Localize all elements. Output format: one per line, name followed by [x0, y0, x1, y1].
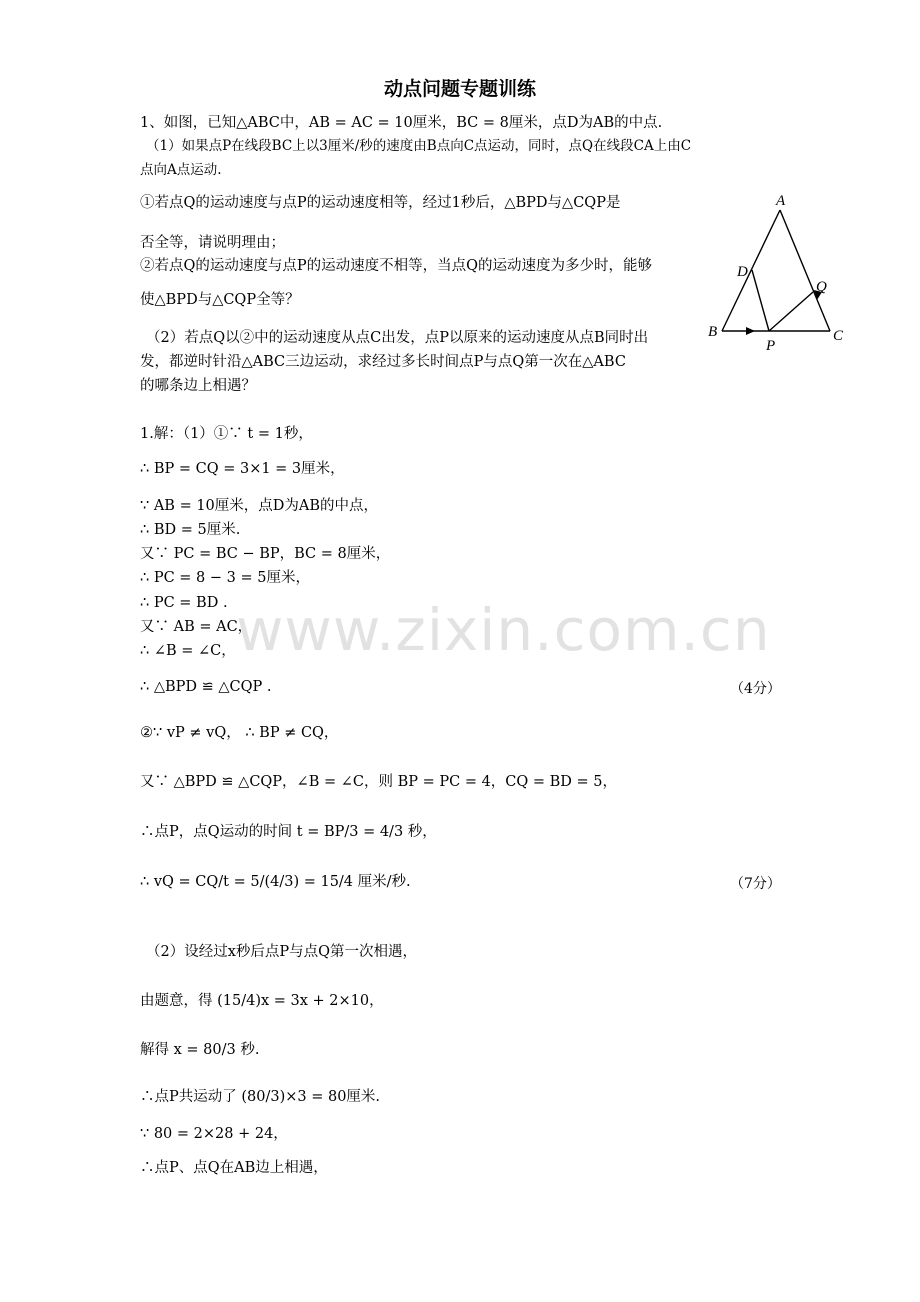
problem-part1-line1: （1）如果点P在线段BC上以3厘米/秒的速度由B点向C点运动，同时，点Q在线段CA上由C	[146, 138, 692, 154]
side-ab	[722, 210, 780, 331]
solution-line-7: ∴ PC = BD .	[140, 595, 228, 611]
solution-line-13: ∴点P，点Q运动的时间 t = BP/3 = 4/3 秒，	[140, 824, 437, 840]
label-a: A	[776, 193, 786, 209]
problem-part2-line2: 发，都逆时针沿△ABC三边运动，求经过多长时间点P与点Q第一次在△ABC	[140, 354, 626, 370]
solution-line-20: ∴点P、点Q在AB边上相遇，	[140, 1160, 328, 1176]
solution-line-6: ∴ PC = 8 − 3 = 5厘米，	[140, 570, 310, 586]
solution-line-18: ∴点P共运动了 (80/3)×3 = 80厘米.	[140, 1089, 381, 1105]
score-4: （4分）	[730, 681, 781, 697]
solution-line-8: 又∵ AB = AC，	[140, 619, 253, 635]
problem-q1-line2: 否全等，请说明理由；	[140, 235, 285, 251]
watermark: www.zixin.com.cn	[236, 596, 771, 664]
solution-line-9: ∴ ∠B = ∠C，	[140, 643, 236, 659]
problem-q2-line2: 使△BPD与△CQP全等？	[140, 292, 300, 308]
problem-part2-line1: （2）若点Q以②中的运动速度从点C出发，点P以原来的运动速度从点B同时出	[146, 330, 649, 346]
problem-stem: 1、如图，已知△ABC中，AB = AC = 10厘米，BC = 8厘米，点D为AB的中点.	[140, 115, 663, 131]
segment-pq	[769, 292, 813, 331]
arrow-on-bc	[746, 327, 755, 335]
label-d: D	[737, 264, 748, 280]
solution-line-12: 又∵ △BPD ≌ △CQP，∠B = ∠C，则 BP = PC = 4，CQ = BD = 5，	[140, 774, 618, 790]
solution-line-17: 解得 x = 80/3 秒.	[140, 1042, 260, 1058]
triangle-figure	[700, 190, 850, 360]
problem-q1-line1: ①若点Q的运动速度与点P的运动速度相等，经过1秒后，△BPD与△CQP是	[140, 195, 621, 211]
label-c: C	[833, 328, 844, 344]
segment-dp	[752, 270, 769, 331]
label-p: P	[766, 338, 776, 354]
solution-line-11: ②∵ vP ≠ vQ， ∴ BP ≠ CQ，	[140, 725, 339, 741]
solution-line-3: ∵ AB = 10厘米，点D为AB的中点，	[140, 498, 379, 514]
solution-line-15: （2）设经过x秒后点P与点Q第一次相遇，	[146, 944, 418, 960]
solution-line-1: 1.解：（1）①∵ t = 1秒，	[140, 426, 313, 442]
problem-part2-line3: 的哪条边上相遇？	[140, 378, 256, 394]
label-q: Q	[816, 279, 827, 295]
problem-part1-line2: 点向A点运动.	[140, 162, 222, 178]
score-7: （7分）	[730, 876, 781, 892]
label-b: B	[708, 324, 718, 340]
solution-line-19: ∵ 80 = 2×28 + 24，	[140, 1126, 288, 1142]
solution-line-4: ∴ BD = 5厘米.	[140, 522, 241, 538]
solution-line-5: 又∵ PC = BC − BP，BC = 8厘米，	[140, 546, 391, 562]
solution-line-14: ∴ vQ = CQ/t = 5/(4/3) = 15/4 厘米/秒.	[140, 874, 411, 890]
page-title: 动点问题专题训练	[383, 78, 536, 100]
problem-q2-line1: ②若点Q的运动速度与点P的运动速度不相等，当点Q的运动速度为多少时，能够	[140, 258, 653, 274]
solution-line-16: 由题意，得 (15/4)x = 3x + 2×10，	[140, 993, 384, 1009]
solution-line-10: ∴ △BPD ≌ △CQP .	[140, 679, 272, 695]
side-ac	[780, 210, 830, 331]
solution-line-2: ∴ BP = CQ = 3×1 = 3厘米，	[140, 461, 345, 477]
